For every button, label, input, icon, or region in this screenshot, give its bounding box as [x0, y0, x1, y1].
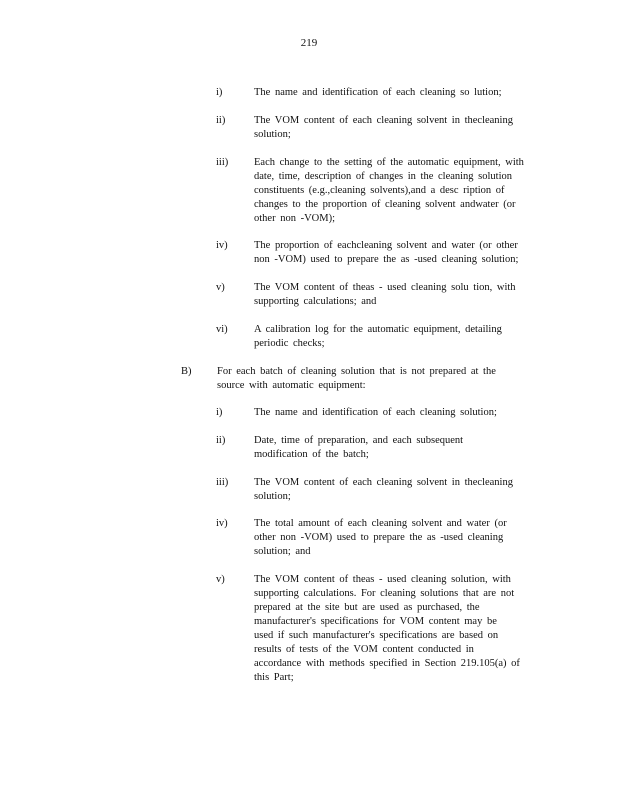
section-text: For each batch of cleaning solution that is not prepared at the source with automatic equipment: [217, 366, 496, 391]
list-item-text: A calibration log for the automatic equipment, detailing periodic checks; [254, 324, 502, 349]
list-marker: i) [216, 407, 223, 418]
list-marker: v) [216, 282, 225, 293]
list-item-text: Date, time of preparation, and each subsequent modification of the batch; [254, 435, 464, 460]
page-number: 219 [300, 37, 318, 49]
list-item-text: The VOM content of theas - used cleaning solu tion, with supporting calculations; and [254, 282, 516, 307]
list-item-text: The VOM content of theas - used cleaning solution, with supporting calculations. For cleaning solutions that are not prepared at the site but are used as purchased, the manufacturer's specifications for VOM content may be used if such manufacturer's specifications are based on results of tests of the VOM content conducted in accordance with methods specified in Section 219.105(a) of this Part; [254, 574, 520, 683]
list-item-text: The VOM content of each cleaning solvent in thecleaning solution; [254, 477, 513, 502]
list-marker: v) [216, 574, 225, 585]
list-marker: i) [216, 87, 223, 98]
list-marker: ii) [216, 115, 226, 126]
list-item-text: Each change to the setting of the automatic equipment, with date, time, description of changes in the cleaning solution constituents (e.g.,cleaning solvents),and a desc ription of changes to the proportion of cleaning solvent andwater (or other non -VOM); [254, 157, 524, 224]
list-marker: vi) [216, 324, 228, 335]
list-marker: iii) [216, 157, 229, 168]
section-marker: B) [181, 366, 192, 377]
list-item-text: The name and identification of each cleaning solution; [254, 407, 497, 418]
list-marker: ii) [216, 435, 226, 446]
list-item-text: The name and identification of each cleaning so lution; [254, 87, 502, 98]
list-item-text: The VOM content of each cleaning solvent in thecleaning solution; [254, 115, 513, 140]
list-marker: iv) [216, 240, 228, 251]
list-item-text: The total amount of each cleaning solvent and water (or other non -VOM) used to prepare the as -used cleaning solution; and [254, 518, 507, 557]
list-marker: iv) [216, 518, 228, 529]
list-item-text: The proportion of eachcleaning solvent and water (or other non -VOM) used to prepare the as -used cleaning solution; [254, 240, 519, 265]
list-marker: iii) [216, 477, 229, 488]
